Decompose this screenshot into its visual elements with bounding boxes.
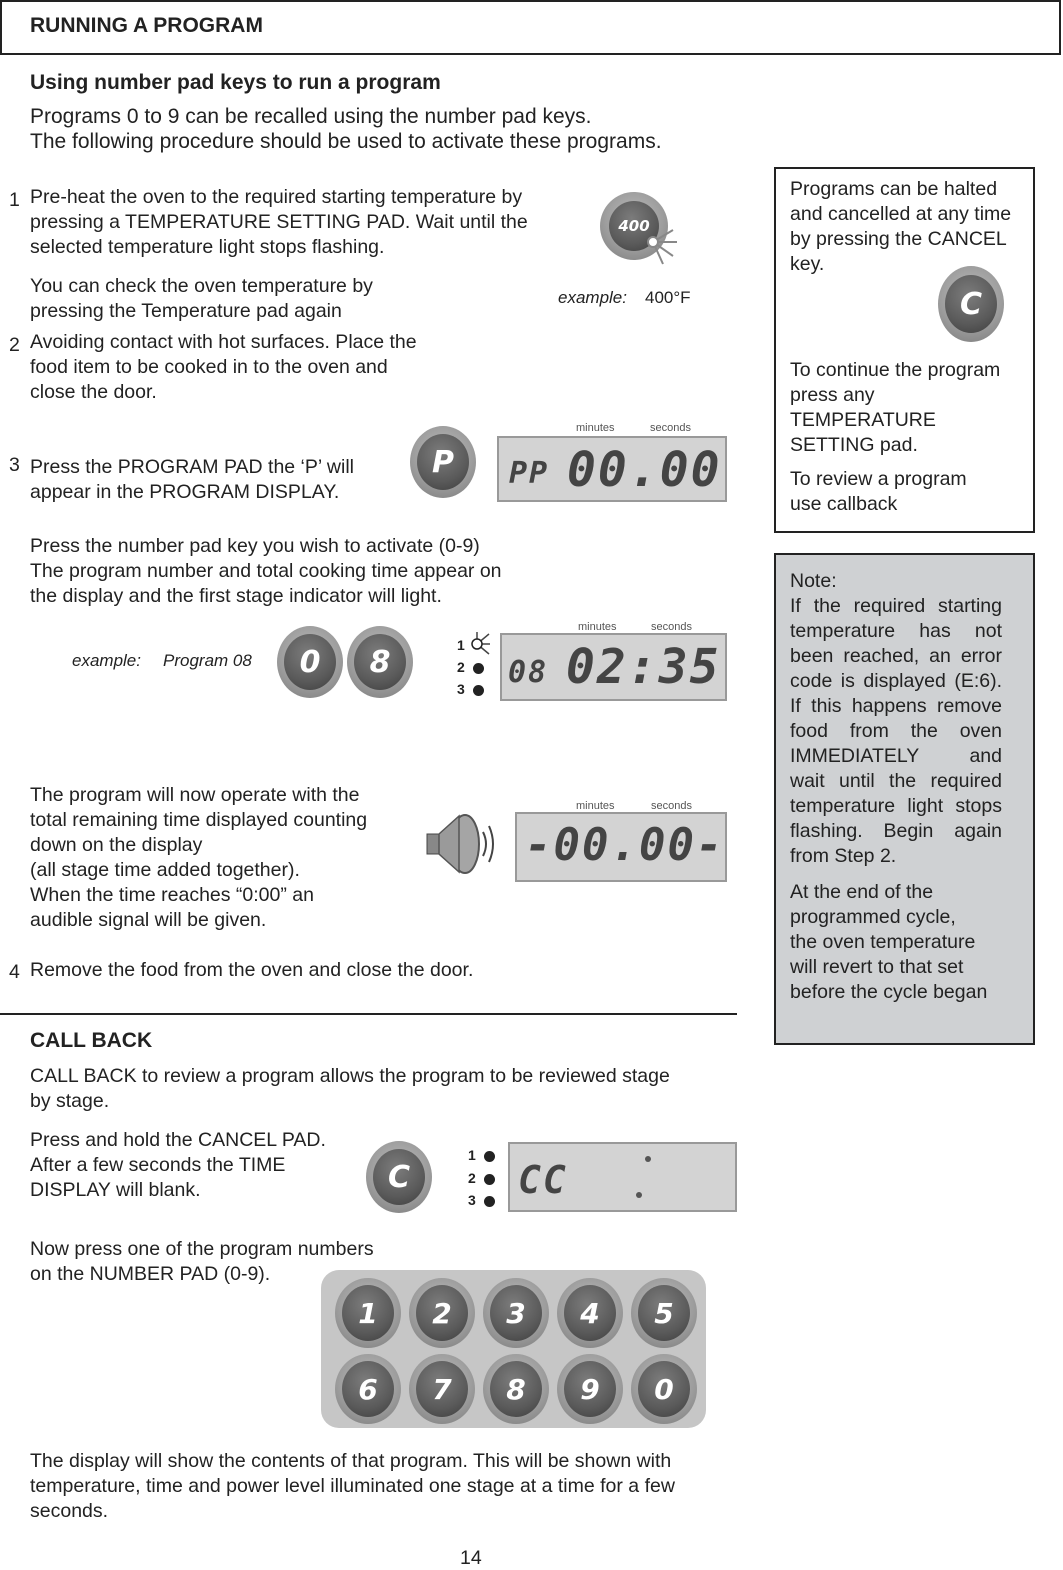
number-key-label: 5: [638, 1285, 690, 1341]
program-display: [515, 812, 727, 882]
sidebox-text: SETTING pad.: [790, 434, 918, 456]
seconds-label: seconds: [651, 800, 692, 812]
stage-label: 3: [457, 681, 465, 697]
note-text: At the end of the: [790, 881, 934, 903]
callback-text: on the NUMBER PAD (0-9).: [30, 1263, 271, 1285]
step-text: Avoiding contact with hot surfaces. Place the: [30, 331, 417, 353]
sidebox-text: Programs can be halted: [790, 178, 998, 200]
display-time: 02:35: [566, 639, 721, 695]
cancel-key: [938, 266, 1004, 342]
number-key-label: 7: [416, 1361, 468, 1417]
step-text: You can check the oven temperature by: [30, 275, 373, 297]
cancel-key-label: C: [373, 1149, 425, 1205]
note-text: programmed cycle,: [790, 906, 956, 928]
stage-label: 1: [468, 1147, 476, 1163]
number-key-label: 1: [342, 1285, 394, 1341]
number-key-label: 8: [354, 634, 406, 690]
step-text: (all stage time added together).: [30, 859, 300, 881]
step-text: Pre-heat the oven to the required starting temperature by: [30, 186, 523, 208]
number-key-0: [277, 626, 343, 698]
display-colon-dot: [636, 1192, 642, 1198]
section-title: Using number pad keys to run a program: [30, 71, 441, 94]
number-key-label: 2: [416, 1285, 468, 1341]
number-pad: [321, 1270, 706, 1428]
program-display: [500, 633, 727, 701]
step-text: Remove the food from the oven and close the door.: [30, 959, 474, 981]
sidebox-text: press any: [790, 384, 875, 406]
note-text: food from the oven: [790, 720, 1002, 742]
note-text: Note:: [790, 570, 837, 592]
flashing-light-icon: [643, 222, 679, 266]
number-key-label: 9: [564, 1361, 616, 1417]
sidebox-text: To continue the program: [790, 359, 1001, 381]
step-text: Press the PROGRAM PAD the ‘P’ will: [30, 456, 354, 478]
number-key: [631, 1278, 697, 1348]
step-text: down on the display: [30, 834, 203, 856]
cancel-key-label: C: [945, 275, 997, 333]
flashing-stage-indicator-icon: [465, 632, 491, 656]
number-key-label: 4: [564, 1285, 616, 1341]
temperature-key-label: 400: [609, 201, 659, 251]
sidebox-text: To review a program: [790, 468, 967, 490]
step-text: The program number and total cooking time appear on: [30, 560, 502, 582]
step-text: food item to be cooked in to the oven and: [30, 356, 388, 378]
number-key: [335, 1354, 401, 1424]
step-text: the display and the first stage indicator will light.: [30, 585, 442, 607]
number-key-label: 0: [638, 1361, 690, 1417]
step-number: 4: [9, 961, 20, 983]
callback-text: temperature, time and power level illuminated one stage at a time for a few: [30, 1475, 675, 1497]
example-value: 400°F: [645, 288, 691, 307]
callback-text: CALL BACK to review a program allows the program to be reviewed stage: [30, 1065, 670, 1087]
display-program: 08: [508, 655, 549, 690]
sidebox-text: key.: [790, 253, 825, 275]
number-key-label: 0: [284, 634, 336, 690]
stage-label: 2: [457, 659, 465, 675]
step-text: total remaining time displayed counting: [30, 809, 368, 831]
number-key-label: 8: [490, 1361, 542, 1417]
note-text: been reached, an error: [790, 645, 1002, 667]
note-text: wait until the required: [790, 770, 1002, 792]
stage-indicator-dot: [473, 663, 484, 674]
step-text: The program will now operate with the: [30, 784, 360, 806]
example-value: Program 08: [163, 651, 252, 670]
callback-text: by stage.: [30, 1090, 110, 1112]
sidebox-text: by pressing the CANCEL: [790, 228, 1007, 250]
stage-label: 2: [468, 1170, 476, 1186]
program-display: [497, 436, 727, 502]
stage-label: 1: [457, 637, 465, 653]
number-pad-row-2: [335, 1354, 697, 1424]
number-key: [409, 1278, 475, 1348]
number-key: [557, 1354, 623, 1424]
section-divider: [0, 1013, 737, 1015]
page-number: 14: [460, 1547, 482, 1569]
sidebox-text: TEMPERATURE: [790, 409, 936, 431]
callback-text: DISPLAY will blank.: [30, 1179, 201, 1201]
example-label: example:: [72, 651, 141, 670]
seconds-label: seconds: [651, 621, 692, 633]
minutes-label: minutes: [576, 422, 615, 434]
step-text: appear in the PROGRAM DISPLAY.: [30, 481, 340, 503]
minutes-label: minutes: [576, 800, 615, 812]
step-number: 1: [9, 189, 20, 211]
note-text: from Step 2.: [790, 845, 897, 867]
step-number: 3: [9, 454, 20, 476]
display-time: -00.00-: [525, 820, 725, 871]
display-time: 00.00: [567, 442, 722, 498]
callback-text: Press and hold the CANCEL PAD.: [30, 1129, 326, 1151]
stage-indicator-dot: [484, 1196, 495, 1207]
seconds-label: seconds: [650, 422, 691, 434]
note-text: temperature has not: [790, 620, 1002, 642]
program-key-label: P: [417, 434, 469, 490]
step-text: selected temperature light stops flashing.: [30, 236, 385, 258]
display-colon-dot: [645, 1156, 651, 1162]
note-text: flashing. Begin again: [790, 820, 1002, 842]
number-key: [409, 1354, 475, 1424]
display-program: CC: [518, 1158, 568, 1202]
example-label: example:: [558, 288, 627, 307]
number-key: [557, 1278, 623, 1348]
step-number: 2: [9, 334, 20, 356]
note-text: before the cycle began: [790, 981, 988, 1003]
cancel-key: [366, 1141, 432, 1213]
minutes-label: minutes: [578, 621, 617, 633]
callback-title: CALL BACK: [30, 1029, 153, 1052]
page-title: RUNNING A PROGRAM: [30, 14, 263, 37]
note-text: will revert to that set: [790, 956, 964, 978]
intro-line-2: The following procedure should be used to activate these programs.: [30, 130, 662, 153]
callback-text: seconds.: [30, 1500, 109, 1522]
note-text: temperature light stops: [790, 795, 1002, 817]
note-text: IMMEDIATELY and: [790, 745, 1002, 767]
speaker-icon: [425, 812, 500, 876]
sidebox-text: use callback: [790, 493, 898, 515]
number-pad-row-1: [335, 1278, 697, 1348]
display-program: PP: [509, 456, 550, 491]
program-key: [410, 426, 476, 498]
number-key-8: [347, 626, 413, 698]
number-key: [483, 1278, 549, 1348]
stage-indicator-dot: [473, 685, 484, 696]
note-text: If this happens remove: [790, 695, 1002, 717]
program-display: [508, 1142, 737, 1212]
step-text: audible signal will be given.: [30, 909, 267, 931]
stage-indicator-dot: [484, 1151, 495, 1162]
step-text: When the time reaches “0:00” an: [30, 884, 314, 906]
number-key-label: 6: [342, 1361, 394, 1417]
callback-text: After a few seconds the TIME: [30, 1154, 286, 1176]
step-text: Press the number pad key you wish to activate (0-9): [30, 535, 480, 557]
number-key-label: 3: [490, 1285, 542, 1341]
number-key: [631, 1354, 697, 1424]
note-text: If the required starting: [790, 595, 1002, 617]
note-text: code is displayed (E:6).: [790, 670, 1002, 692]
step-text: close the door.: [30, 381, 157, 403]
stage-label: 3: [468, 1192, 476, 1208]
sidebox-text: and cancelled at any time: [790, 203, 1012, 225]
callback-text: The display will show the contents of that program. This will be shown with: [30, 1450, 672, 1472]
callback-text: Now press one of the program numbers: [30, 1238, 374, 1260]
step-text: pressing a TEMPERATURE SETTING PAD. Wait until the: [30, 211, 528, 233]
step-text: pressing the Temperature pad again: [30, 300, 342, 322]
number-key: [483, 1354, 549, 1424]
note-text: the oven temperature: [790, 931, 976, 953]
number-key: [335, 1278, 401, 1348]
stage-indicator-dot: [484, 1174, 495, 1185]
intro-line-1: Programs 0 to 9 can be recalled using the number pad keys.: [30, 105, 592, 128]
